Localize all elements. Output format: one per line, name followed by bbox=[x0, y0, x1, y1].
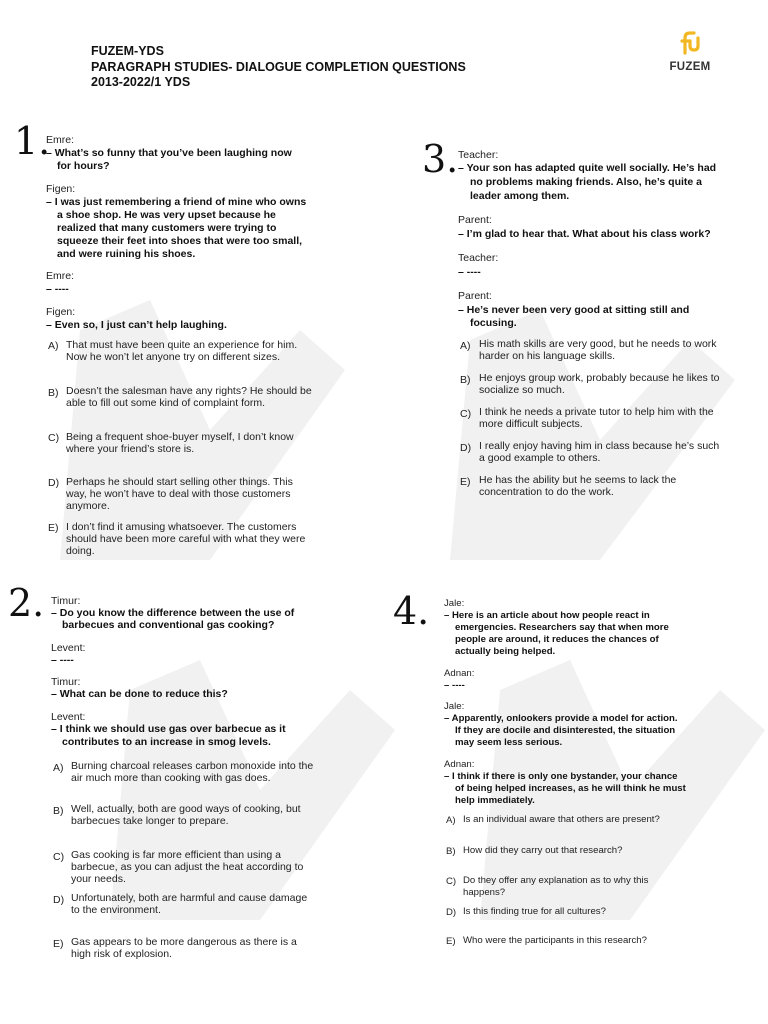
question-number-4: 4. bbox=[393, 589, 430, 633]
question-1 bbox=[46, 134, 346, 564]
option-d-label[interactable]: D) bbox=[48, 477, 60, 489]
fuzem-logo-icon bbox=[677, 29, 703, 55]
option-a-label[interactable]: A) bbox=[53, 762, 64, 774]
option-b-text[interactable]: Doesn’t the salesman have any rights? He should be bbox=[66, 385, 312, 397]
dialogue-line: actually being helped. bbox=[455, 646, 556, 657]
header-years: 2013-2022/1 YDS bbox=[91, 75, 191, 89]
option-b-text[interactable]: Well, actually, both are good ways of cooking, but bbox=[71, 803, 301, 815]
speaker: Levent: bbox=[51, 711, 86, 723]
dialogue-line: barbecues and conventional gas cooking? bbox=[62, 619, 275, 631]
speaker: Levent: bbox=[51, 642, 86, 654]
option-a-label[interactable]: A) bbox=[446, 815, 456, 826]
option-e-text[interactable]: Gas appears to be more dangerous as there is a bbox=[71, 936, 297, 948]
option-c-label[interactable]: C) bbox=[53, 851, 65, 863]
option-a-text[interactable]: Now he won’t let anyone try on different sizes. bbox=[66, 351, 281, 363]
dialogue-line: – What can be done to reduce this? bbox=[51, 688, 228, 700]
speaker: Jale: bbox=[444, 701, 465, 712]
dialogue-line: of being helped increases, as he will think he must bbox=[455, 783, 686, 794]
option-a-text[interactable]: His math skills are very good, but he needs to work bbox=[479, 338, 717, 350]
speaker: Parent: bbox=[458, 214, 492, 226]
option-e-label[interactable]: E) bbox=[460, 476, 471, 488]
question-3 bbox=[458, 149, 758, 509]
dialogue-line: If they are docile and disinterested, the situation bbox=[455, 725, 676, 736]
speaker: Timur: bbox=[51, 595, 81, 607]
dialogue-line: squeeze their feet into shoes that were too small, bbox=[57, 235, 303, 247]
logo-text: FUZEM bbox=[669, 61, 711, 73]
option-c-text[interactable]: more difficult subjects. bbox=[479, 418, 583, 430]
option-c-text[interactable]: Gas cooking is far more efficient than using a bbox=[71, 849, 281, 861]
option-e-label[interactable]: E) bbox=[53, 938, 64, 950]
dialogue-line: people are around, it reduces the chances of bbox=[455, 634, 659, 645]
question-number-1: 1. bbox=[14, 119, 51, 163]
option-a-label[interactable]: A) bbox=[460, 340, 471, 352]
dialogue-line: – ---- bbox=[51, 654, 74, 666]
speaker: Figen: bbox=[46, 306, 76, 318]
option-e-label[interactable]: E) bbox=[446, 936, 456, 947]
dialogue-line: focusing. bbox=[470, 317, 517, 329]
dialogue-line: – Here is an article about how people react in bbox=[444, 610, 650, 621]
header-subtitle: PARAGRAPH STUDIES- DIALOGUE COMPLETION QUESTIONS bbox=[91, 59, 466, 74]
option-b-text[interactable]: socialize so much. bbox=[479, 384, 565, 396]
option-b-text[interactable]: He enjoys group work, probably because he likes to bbox=[479, 372, 720, 384]
option-c-text[interactable]: Being a frequent shoe-buyer myself, I don’t know bbox=[66, 431, 294, 443]
speaker: Parent: bbox=[458, 290, 492, 302]
option-d-text[interactable]: anymore. bbox=[66, 500, 110, 512]
option-a-text[interactable]: Burning charcoal releases carbon monoxide into the bbox=[71, 760, 314, 772]
dialogue-line: no problems making friends. Also, he’s quite a bbox=[470, 176, 703, 188]
dialogue-line: realized that many customers were trying to bbox=[57, 222, 277, 234]
option-d-text[interactable]: Perhaps he should start selling other things. This bbox=[66, 476, 293, 488]
option-d-label[interactable]: D) bbox=[460, 442, 472, 454]
dialogue-line: – ---- bbox=[46, 283, 69, 295]
dialogue-line: – He’s never been very good at sitting still and bbox=[458, 304, 690, 316]
option-b-text[interactable]: How did they carry out that research? bbox=[463, 845, 623, 856]
dialogue-line: – Your son has adapted quite well socially. He’s had bbox=[458, 162, 717, 174]
speaker: Jale: bbox=[444, 598, 465, 609]
dialogue-line: for hours? bbox=[57, 160, 110, 172]
option-b-label[interactable]: B) bbox=[48, 387, 59, 399]
option-c-label[interactable]: C) bbox=[446, 876, 457, 887]
option-c-label[interactable]: C) bbox=[48, 432, 60, 444]
speaker: Adnan: bbox=[444, 668, 475, 679]
dialogue-line: – I was just remembering a friend of mine who owns bbox=[46, 196, 307, 208]
fuzem-logo bbox=[660, 29, 720, 73]
dialogue-line: – I’m glad to hear that. What about his class work? bbox=[458, 228, 711, 240]
dialogue-line: help immediately. bbox=[455, 795, 535, 806]
option-b-label[interactable]: B) bbox=[460, 374, 471, 386]
dialogue-line: – Even so, I just can’t help laughing. bbox=[46, 319, 227, 331]
dialogue-line: – What’s so funny that you’ve been laughing now bbox=[46, 147, 292, 159]
option-a-text[interactable]: air much more than cooking with gas does. bbox=[71, 772, 271, 784]
option-a-label[interactable]: A) bbox=[48, 340, 59, 352]
dialogue-line: – I think if there is only one bystander, your chance bbox=[444, 771, 678, 782]
option-c-label[interactable]: C) bbox=[460, 408, 472, 420]
document-header bbox=[91, 44, 466, 91]
option-e-text[interactable]: concentration to do the work. bbox=[479, 486, 614, 498]
speaker: Teacher: bbox=[458, 252, 499, 264]
question-2 bbox=[51, 595, 351, 965]
header-title: FUZEM-YDS bbox=[91, 44, 164, 58]
dialogue-line: may seem less serious. bbox=[455, 737, 563, 748]
dialogue-line: – ---- bbox=[444, 680, 465, 691]
option-e-label[interactable]: E) bbox=[48, 522, 59, 534]
option-d-text[interactable]: Unfortunately, both are harmful and cause damage bbox=[71, 892, 308, 904]
dialogue-line: contributes to an increase in smog levels. bbox=[62, 736, 271, 748]
question-number-3: 3. bbox=[422, 137, 459, 181]
option-b-label[interactable]: B) bbox=[446, 846, 456, 857]
speaker: Emre: bbox=[46, 270, 75, 282]
option-a-text[interactable]: harder on his language skills. bbox=[479, 350, 615, 362]
option-c-text[interactable]: where your friend’s store is. bbox=[66, 443, 195, 455]
option-e-text[interactable]: should have been more careful with what they were bbox=[66, 533, 306, 545]
option-d-text[interactable]: Is this finding true for all cultures? bbox=[463, 906, 606, 917]
dialogue-line: – Do you know the difference between the use of bbox=[51, 607, 295, 619]
option-d-label[interactable]: D) bbox=[53, 894, 65, 906]
option-e-text[interactable]: Who were the participants in this research? bbox=[463, 935, 647, 946]
speaker: Adnan: bbox=[444, 759, 475, 770]
option-c-text[interactable]: Do they offer any explanation as to why this bbox=[463, 875, 649, 886]
question-4 bbox=[444, 598, 744, 958]
speaker: Timur: bbox=[51, 676, 81, 688]
option-d-label[interactable]: D) bbox=[446, 907, 457, 918]
option-e-text[interactable]: He has the ability but he seems to lack the bbox=[479, 474, 677, 486]
option-c-text[interactable]: your needs. bbox=[71, 873, 126, 885]
option-c-text[interactable]: happens? bbox=[463, 887, 506, 898]
option-c-text[interactable]: barbecue, as you can adjust the heat according to bbox=[71, 861, 304, 873]
dialogue-line: – ---- bbox=[458, 266, 481, 278]
option-d-text[interactable]: way, he won’t have to deal with those customers bbox=[66, 488, 291, 500]
dialogue-line: emergencies. Researchers say that when more bbox=[455, 622, 669, 633]
option-d-text[interactable]: I really enjoy having him in class because he’s such bbox=[479, 440, 720, 452]
dialogue-line: a shoe shop. He was very upset because he bbox=[57, 209, 276, 221]
option-d-text[interactable]: to the environment. bbox=[71, 904, 161, 916]
option-d-text[interactable]: a good example to others. bbox=[479, 452, 601, 464]
option-b-label[interactable]: B) bbox=[53, 805, 64, 817]
dialogue-line: – I think we should use gas over barbecue as it bbox=[51, 723, 286, 735]
speaker: Teacher: bbox=[458, 149, 499, 161]
option-e-text[interactable]: I don’t find it amusing whatsoever. The customers bbox=[66, 521, 297, 533]
dialogue-line: – Apparently, onlookers provide a model for action. bbox=[444, 713, 678, 724]
option-b-text[interactable]: able to fill out some kind of complaint form. bbox=[66, 397, 266, 409]
option-a-text[interactable]: That must have been quite an experience for him. bbox=[66, 339, 298, 351]
dialogue-line: leader among them. bbox=[470, 190, 570, 202]
speaker: Figen: bbox=[46, 183, 76, 195]
speaker: Emre: bbox=[46, 134, 75, 146]
option-e-text[interactable]: high risk of explosion. bbox=[71, 948, 172, 960]
option-a-text[interactable]: Is an individual aware that others are present? bbox=[463, 814, 660, 825]
option-e-text[interactable]: doing. bbox=[66, 545, 95, 557]
dialogue-line: and were ruining his shoes. bbox=[57, 248, 196, 260]
option-b-text[interactable]: barbecues take longer to prepare. bbox=[71, 815, 229, 827]
option-c-text[interactable]: I think he needs a private tutor to help him with the bbox=[479, 406, 714, 418]
question-number-2: 2. bbox=[8, 581, 45, 625]
